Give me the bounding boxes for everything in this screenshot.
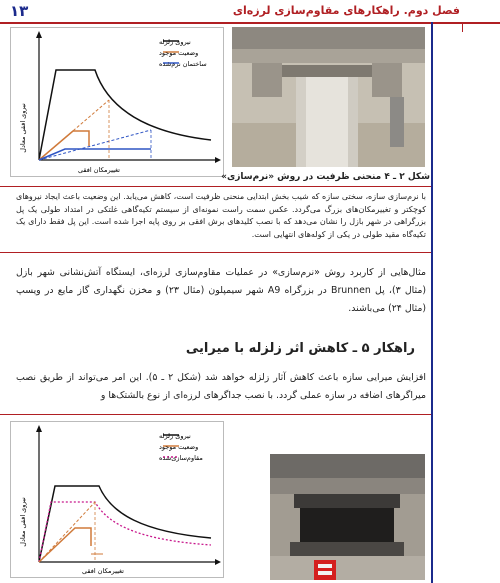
margin-rule [431,22,433,583]
box-divider-bottom [0,252,431,253]
box-divider-top [0,186,431,187]
section-heading-damping: راهکار ۵ ـ کاهش اثر زلزله با میرایی [185,341,415,356]
bridge-pier-photo-drawing [232,27,425,167]
figure-explanation-text: با نرم‌سازی سازه، سختی سازه که شیب بخش ابتدایی منحنی ظرفیت است، کاهش می‌یابد. این وضعیت باعث ایجاد نیروهای کوچکتر و تغییرمکان‌های بزرگ می‌گردد. عکس سمت راست نمونه‌ای از سیستم تکیه‌گاهی غلتکی در امتداد طولی یک پل بزرگراهی در شهر بازل را نشان می‌دهد که با نصب کلیدهای برش افقی بر روی پایه اجرا شده است. این پل فقط دارای یک تکیه‌گاه مقید طولی در یکی از کوله‌های انتهایی است. [16,192,426,239]
section-divider [0,414,431,415]
earthquake-force-curve [39,70,211,160]
softened-building-curve [39,149,151,160]
header-tick [462,22,463,32]
bridge-pier-photo [232,27,425,167]
legend-label-existing: وضعیت موجود [159,49,199,57]
x-axis-arrow [215,559,221,565]
y-axis-label: نیروی افقی معادل [19,103,27,153]
header-rule [0,22,500,24]
seismic-isolator-photo [270,454,425,580]
existing-state-curve [39,528,91,562]
earthquake-force-curve [39,486,211,562]
x-axis-arrow [215,157,221,163]
legend-label-earthquake: نیروی زلزله [159,38,191,46]
body-paragraph-examples: مثال‌هایی از کاربرد روش «نرم‌سازی» در عملیات مقاوم‌سازی لرزه‌ای، ایستگاه آتش‌نشانی شهر بازل (مثال ۳)، پل Brunnen در بزرگراه A9 شهر سیمپلون (مثال ۲۳) و مخزن نگهداری گاز مایع در ویسپ (مثال ۲۴) می‌باشند. [16,267,427,314]
capacity-curve-figure-bottom [10,421,224,578]
page-header [0,0,500,22]
capacity-curve-figure-top [10,27,224,177]
existing-state-curve [39,131,89,160]
x-axis-label: تغییرمکان افقی [82,567,124,575]
legend-label-softened: ساختمان نرم‌شده [159,60,207,68]
legend-label-retrofitted: مقاوم‌سازی‌شده [159,454,203,462]
capacity-curve-chart-bottom [11,422,223,577]
figure-caption-top: شکل ۲ ـ ۴ منحنی ظرفیت در روش «نرم‌سازی» [221,172,430,182]
retrofitted-curve [39,502,211,562]
legend-label-existing: وضعیت موجود [159,443,199,451]
seismic-isolator-photo-drawing [270,454,425,580]
page-number: ۱۳ [10,2,29,20]
y-axis-arrow [36,31,42,38]
legend-label-earthquake: نیروی زلزله [159,432,191,440]
chapter-title: فصل دوم. راهکارهای مقاوم‌سازی لرزه‌ای [232,4,460,17]
y-axis-label: نیروی افقی معادل [19,497,27,547]
y-axis-arrow [36,425,42,432]
existing-demand-line [39,502,95,562]
body-paragraph-damping: افزایش میرایی سازه باعث کاهش آثار زلزله خواهد شد (شکل ۲ ـ ۵). این امر می‌تواند از طریق نصب میراگرهای اضافه در سازه عملی گردد. با نصب جداگرهای لرزه‌ای از نوع بالشتک‌ها و [16,372,426,401]
x-axis-label: تغییرمکان افقی [78,166,120,174]
capacity-curve-chart-top [11,28,223,176]
